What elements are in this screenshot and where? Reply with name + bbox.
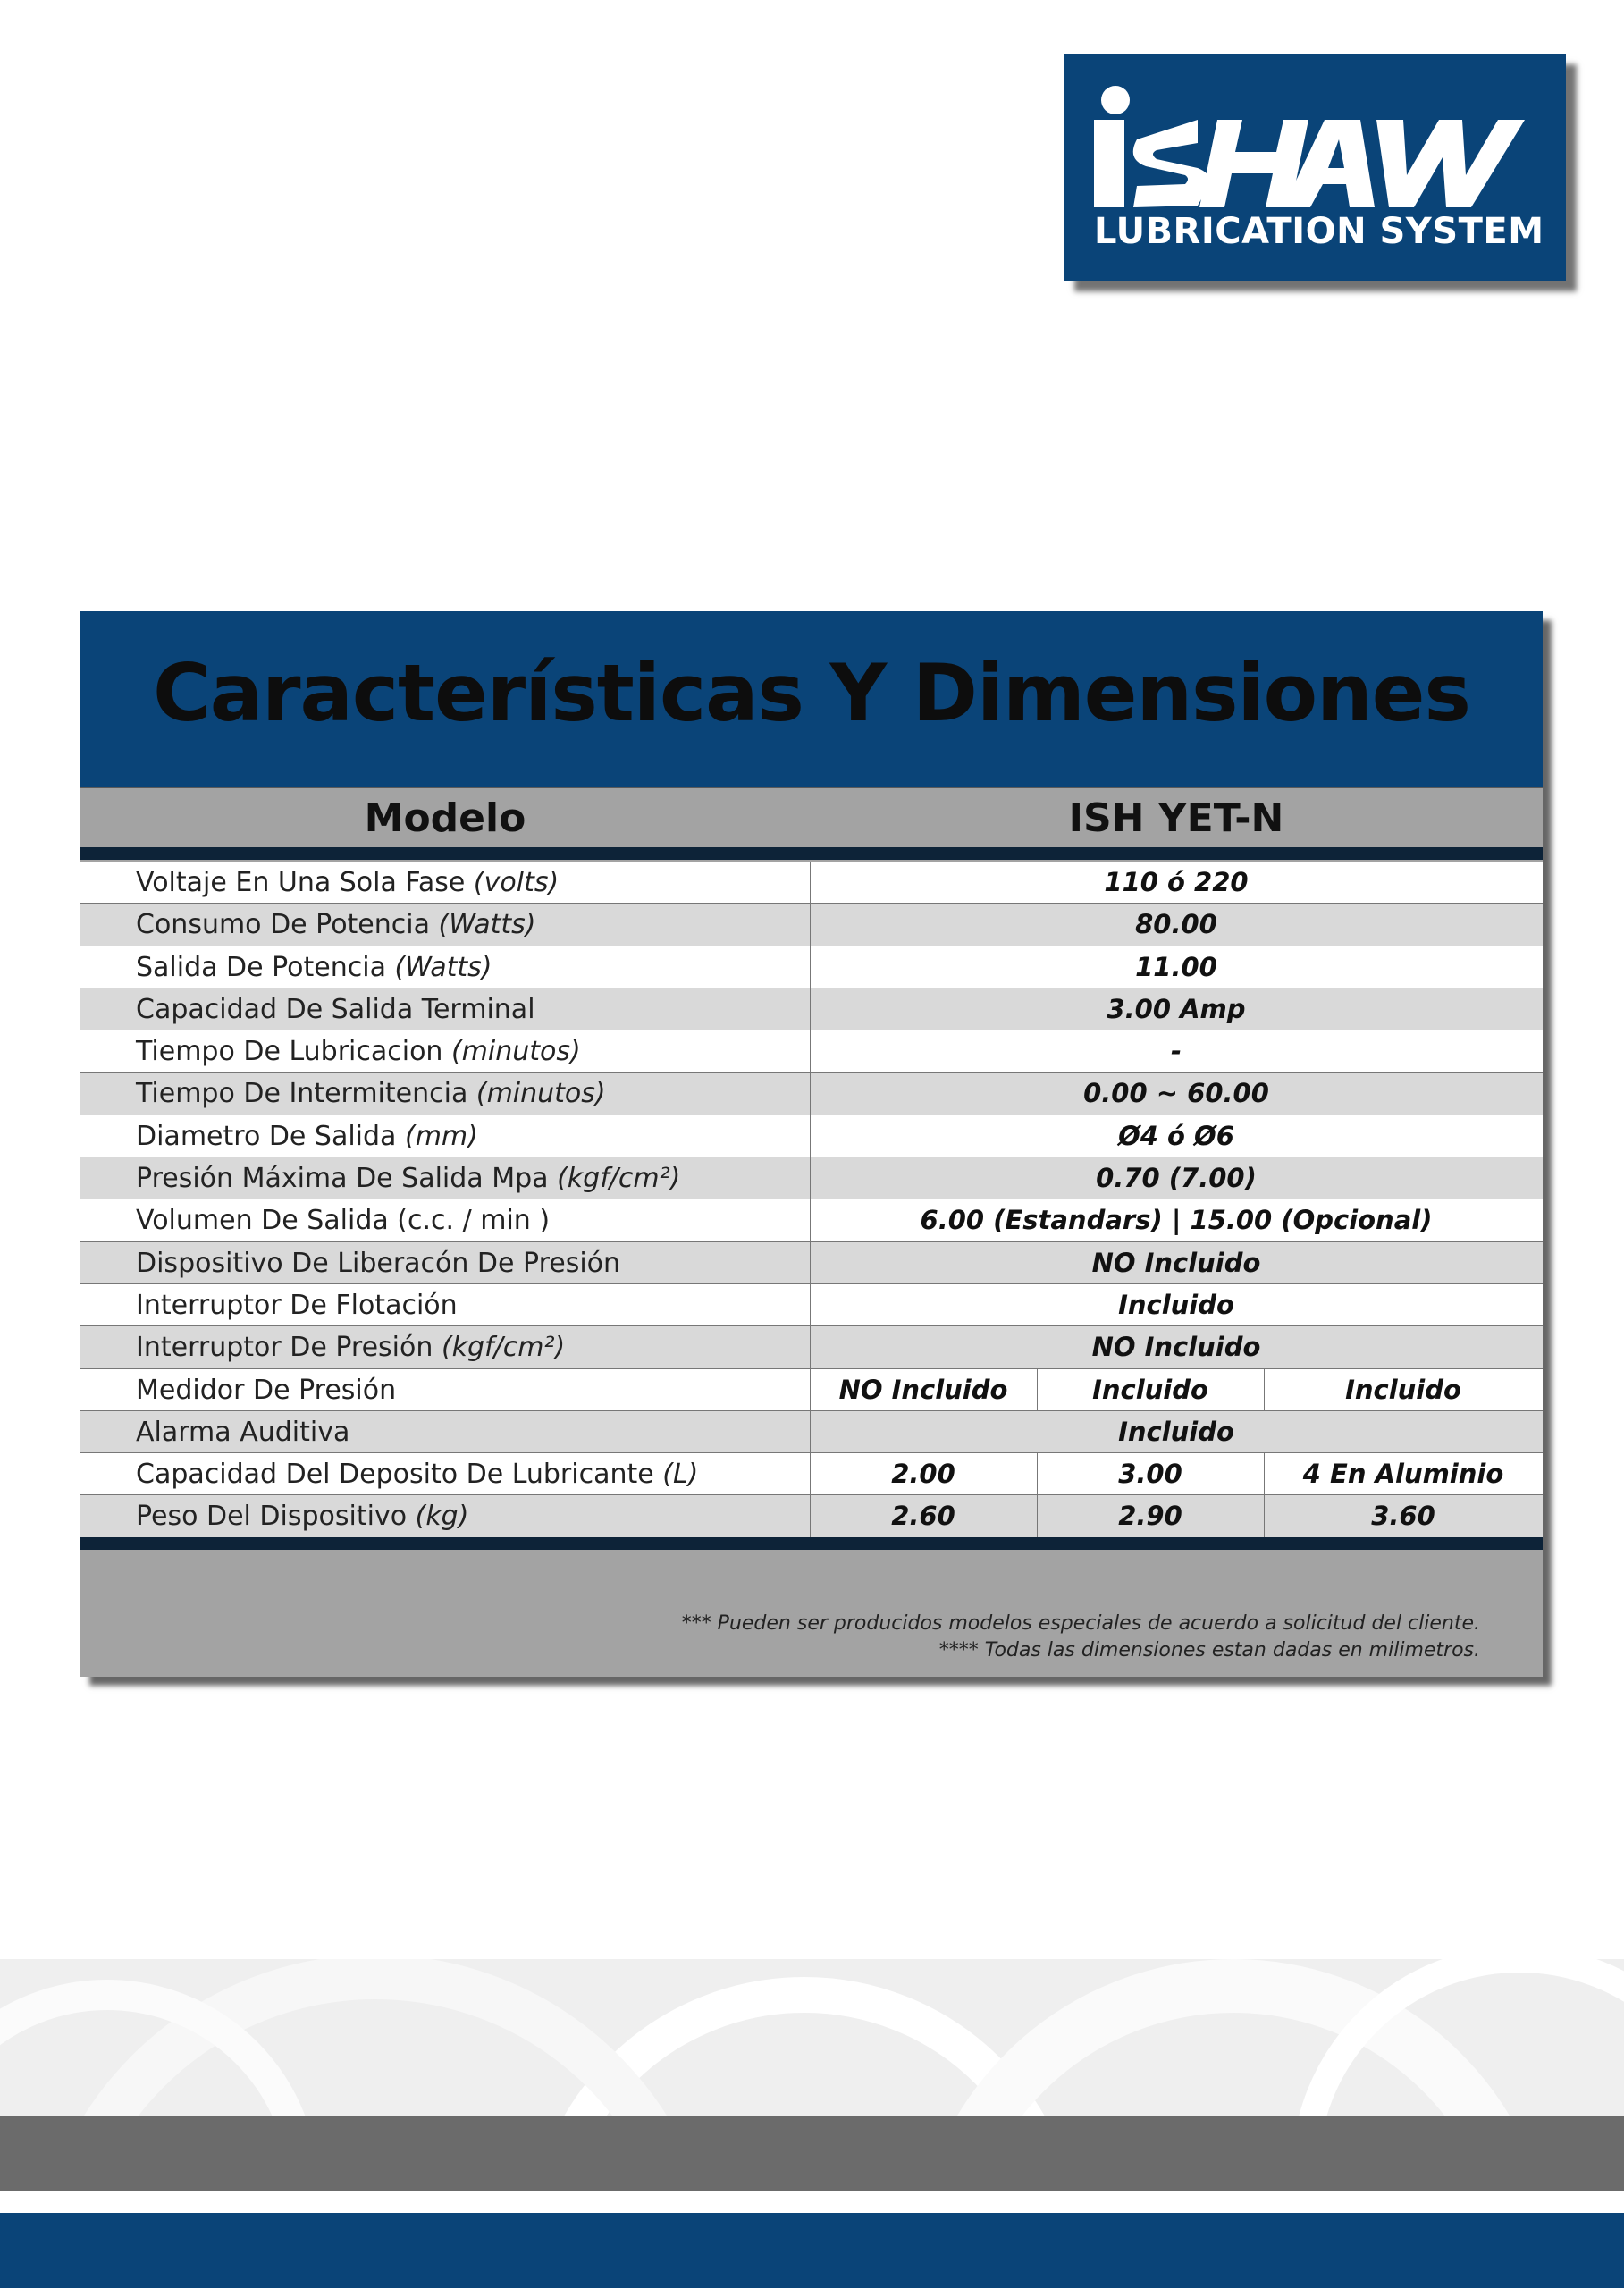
spec-rows	[80, 862, 1543, 1538]
table-bottom-bar	[80, 1537, 1543, 1550]
row-value: 0.00 ~ 60.00	[1083, 1078, 1269, 1109]
footnote-special-models: *** Pueden ser producidos modelos especiales de acuerdo a solicitud del cliente.	[681, 1612, 1480, 1635]
row-value-model-3: 3.60	[1371, 1501, 1435, 1532]
row-value-model-1: NO Incluido	[838, 1374, 1008, 1405]
row-label: Alarma Auditiva	[136, 1416, 350, 1448]
row-label: Volumen De Salida (c.c. / min )	[136, 1205, 551, 1237]
row-label: Interruptor De Presión (kgf/cm²)	[136, 1332, 566, 1364]
model-row	[80, 786, 1543, 849]
table-row	[80, 988, 1543, 1030]
row-value-model-2: 2.90	[1118, 1501, 1182, 1532]
row-value: NO Incluido	[1091, 1247, 1261, 1278]
table-row	[80, 1115, 1543, 1157]
row-label: Capacidad Del Deposito De Lubricante (L)	[136, 1459, 699, 1491]
row-label: Medidor De Presión	[136, 1374, 397, 1406]
row-label: Diametro De Salida (mm)	[136, 1120, 478, 1152]
table-row	[80, 1284, 1543, 1326]
model-value: ISH YET-N	[1068, 795, 1284, 841]
row-label: Consumo De Potencia (Watts)	[136, 909, 536, 941]
footer-gray-band	[0, 2116, 1624, 2191]
table-row	[80, 1030, 1543, 1072]
row-label: Peso Del Dispositivo (kg)	[136, 1501, 469, 1533]
brand-subtitle: LUBRICATION SYSTEM	[1094, 211, 1544, 252]
table-row	[80, 1453, 1543, 1495]
table-row	[80, 1242, 1543, 1284]
table-row	[80, 1326, 1543, 1368]
footnote-dimensions: **** Todas las dimensiones estan dadas en milimetros.	[938, 1639, 1480, 1661]
table-row	[80, 1157, 1543, 1199]
spec-card	[80, 611, 1543, 1677]
row-value: -	[1170, 1036, 1182, 1067]
row-value: NO Incluido	[1091, 1332, 1261, 1363]
row-label: Capacidad De Salida Terminal	[136, 993, 535, 1025]
table-row	[80, 1199, 1543, 1241]
row-value-model-3: 4 En Aluminio	[1302, 1459, 1504, 1490]
row-value-model-2: 3.00	[1118, 1459, 1182, 1490]
row-value: 0.70 (7.00)	[1096, 1163, 1257, 1194]
row-label: Salida De Potencia (Watts)	[136, 951, 492, 983]
row-label: Tiempo De Lubricacion (minutos)	[136, 1036, 581, 1068]
row-label: Dispositivo De Liberacón De Presión	[136, 1247, 621, 1279]
row-label: Interruptor De Flotación	[136, 1289, 458, 1321]
row-value-model-1: 2.00	[891, 1459, 955, 1490]
row-value-model-1: 2.60	[891, 1501, 955, 1532]
brand-logo	[1064, 54, 1566, 281]
row-value: 6.00 (Estandars) | 15.00 (Opcional)	[920, 1205, 1433, 1236]
table-top-bar	[80, 847, 1543, 860]
table-row	[80, 946, 1543, 988]
row-value: Incluido	[1118, 1289, 1234, 1320]
row-value-model-3: Incluido	[1345, 1374, 1461, 1405]
row-value-model-2: Incluido	[1092, 1374, 1208, 1405]
table-row	[80, 1072, 1543, 1115]
row-label: Presión Máxima De Salida Mpa (kgf/cm²)	[136, 1163, 681, 1195]
table-row	[80, 1495, 1543, 1537]
card-header	[80, 611, 1543, 786]
footer-white-stripe	[0, 2191, 1624, 2213]
footer-decoration	[0, 1959, 1624, 2116]
row-label: Tiempo De Intermitencia (minutos)	[136, 1078, 606, 1110]
table-row	[80, 1411, 1543, 1453]
table-row	[80, 1369, 1543, 1411]
footer-blue-band	[0, 2213, 1624, 2288]
table-row	[80, 904, 1543, 946]
row-value: 80.00	[1135, 909, 1217, 940]
row-value: Incluido	[1118, 1416, 1234, 1447]
row-value: Ø4 ó Ø6	[1118, 1120, 1234, 1151]
model-label: Modelo	[364, 795, 526, 841]
row-value: 11.00	[1135, 951, 1217, 982]
page-title: Características Y Dimensiones	[153, 647, 1470, 739]
row-value: 110 ó 220	[1104, 867, 1249, 897]
table-row	[80, 862, 1543, 904]
row-value: 3.00 Amp	[1107, 993, 1246, 1024]
footer-swirl-graphic	[0, 1959, 1624, 2116]
row-label: Voltaje En Una Sola Fase (volts)	[136, 867, 560, 898]
